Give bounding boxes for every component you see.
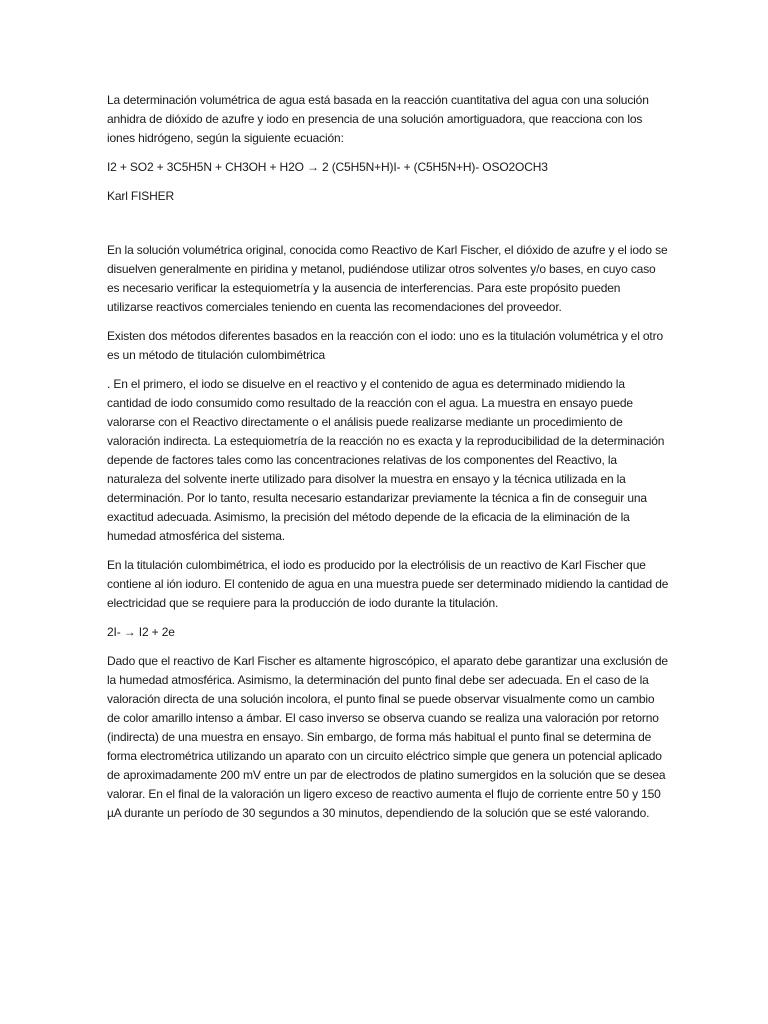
electrolysis-equation: 2I- → I2 + 2e <box>107 625 175 639</box>
volumetric-method-paragraph: . En el primero, el iodo se disuelve en el reactivo y el contenido de agua es determinado midiendo la cantidad de iodo consumido como resultado de la reacción con el agua. La muestra en ensayo puede valorarse con el Reactivo directamente o el análisis puede realizarse mediante un procedimiento de valoración indirecta. La estequiometría de la reacción no es exacta y la reproducibilidad de la determinación depende de factores tales como las concentraciones relativas de los componentes del Reactivo, la naturaleza del solvente inerte utilizado para disolver la muestra en ensayo y la técnica utilizada en la determinación. Por lo tanto, resulta necesario estandarizar previamente la técnica a fin de conseguir una exactitud adecuada. Asimismo, la precisión del método depende de la eficacia de la eliminación de la humedad atmosférica del sistema. <box>107 377 665 543</box>
coulometric-method-paragraph: En la titulación culombimétrica, el iodo es producido por la electrólisis de un reactivo de Karl Fischer que contiene al ión ioduro. El contenido de agua en una muestra puede ser determinado midiendo la cantidad de electricidad que se requiere para la producción de iodo durante la titulación. <box>107 558 669 610</box>
methods-paragraph: Existen dos métodos diferentes basados en la reacción con el iodo: uno es la titulación volumétrica y el otro es un método de titulación culombimétrica <box>107 329 663 362</box>
intro-paragraph: La determinación volumétrica de agua está basada en la reacción cuantitativa del agua con una solución anhidra de dióxido de azufre y iodo en presencia de una solución amortiguadora, que reacciona con los iones hidrógeno, según la siguiente ecuación: <box>107 93 649 145</box>
author-name: Karl FISHER <box>107 189 175 203</box>
karl-fischer-equation: I2 + SO2 + 3C5H5N + CH3OH + H2O → 2 (C5H5N+H)I- + (C5H5N+H)- OSO2OCH3 <box>107 160 548 174</box>
document-page <box>107 91 669 823</box>
original-solution-paragraph: En la solución volumétrica original, conocida como Reactivo de Karl Fischer, el dióxido de azufre y el iodo se disuelven generalmente en piridina y metanol, pudiéndose utilizar otros solventes y/o bases, en cuyo caso es necesario verificar la estequiometría y la ausencia de interferencias. Para este propósito pueden utilizarse reactivos comerciales teniendo en cuenta las recomendaciones del proveedor. <box>107 243 668 314</box>
endpoint-paragraph: Dado que el reactivo de Karl Fischer es altamente higroscópico, el aparato debe garantizar una exclusión de la humedad atmosférica. Asimismo, la determinación del punto final debe ser adecuada. En el caso de la valoración directa de una solución incolora, el punto final se puede observar visualmente como un cambio de color amarillo intenso a ámbar. El caso inverso se observa cuando se realiza una valoración por retorno (indirecta) de una muestra en ensayo. Sin embargo, de forma más habitual el punto final se determina de forma electrométrica utilizando un aparato con un circuito eléctrico simple que genera un potencial aplicado de aproximadamente 200 mV entre un par de electrodos de platino sumergidos en la solución que se desea valorar. En el final de la valoración un ligero exceso de reactivo aumenta el flujo de corriente entre 50 y 150 µA durante un período de 30 segundos a 30 minutos, dependiendo de la solución que se esté valorando. <box>107 654 668 820</box>
